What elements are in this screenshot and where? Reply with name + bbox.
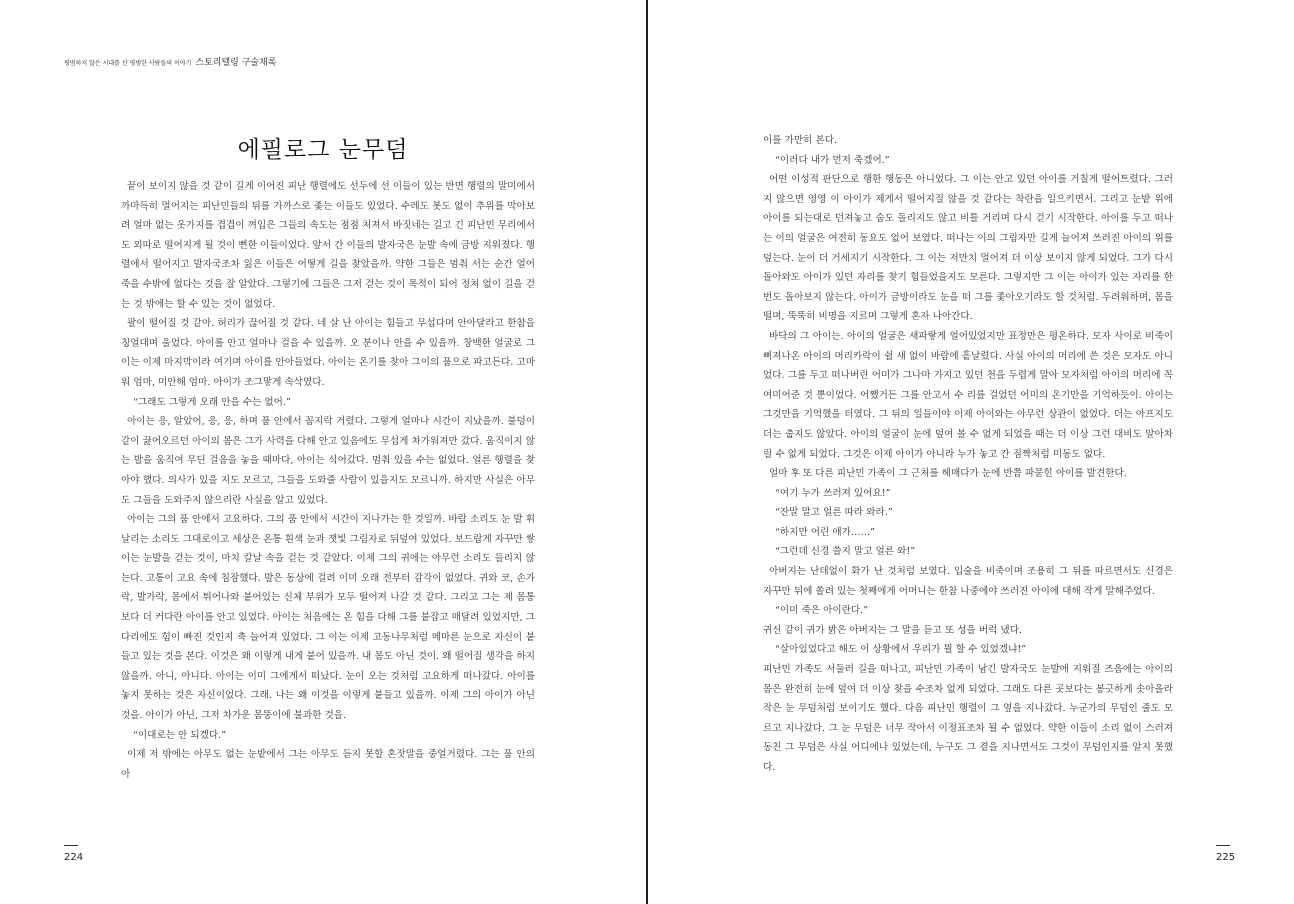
paragraph: 귀신 같이 귀가 밝은 아버지는 그 말을 듣고 또 성을 버럭 냈다. — [763, 624, 1023, 636]
paragraph: 아이는 그의 품 안에서 고요하다. 그의 품 안에서 시간이 지나가는 한 것일까. 바람 소리도 눈 발 휘날리는 소리도 그대로이고 세상은 온통 흰색 눈과 잿빛 그림자로 뒤덮여 있었다. 보드랍게 자꾸만 쌓이는 눈발을 걷는 것이, 마치 칼날 속을 걷는 것 같았다. 이제 그의 귀에는 아무런 소리도 들리지 않는다. 고통이 고요 속에 침잠했다. 발은 동상에 걸려 이미 오래 전부터 감각이 없었다. 귀와 코, 손가락, 발가락, 몸에서 튀어나와 붙어있는 신체 부위가 모두 떨어져 나갈 것 같다. 그리고 그는 제 몸통보다 더 커다란 아이를 안고 있었다. 아이는 처음에는 온 힘을 다해 그를 붙잡고 매달려 있었지만, 그 다리에도 힘이 빠진 것인지 축 늘어져 있었다. 그 이는 이제 고동나무처럼 메마른 눈으로 자신이 붙들고 있는 것을 본다. 이것은 왜 이렇게 내게 붙어 있을까. 내 몸도 아닌 것이. 왜 떨어질 생각을 하지 않을까. 아니, 아니다. 아이는 이미 그에게서 떠났다. 눈이 오는 것처럼 고요하게 떠나갔다. 아이를 놓지 못하는 것은 자신이었다. 그래. 나는 왜 이것을 이렇게 붙들고 있을까. 이제 그의 아이가 아닌 것을. 아이가 아닌, 그저 차가운 몸뚱이에 불과한 것을. — [121, 514, 535, 722]
left-page — [0, 0, 646, 904]
paragraph: 바닥의 그 아이는. 아이의 얼굴은 새파랗게 얼어있었지만 표정만은 평온하다. 모자 사이로 비죽이 삐져나온 아이의 머리카락이 쉴 새 없이 바람에 흩날렸다. 사실 아이의 머리에 쓴 것은 모자도 아니었다. 그를 두고 떠나버린 어미가 그나마 가지고 있던 천을 두렵게 말아 모자처럼 아이의 머리에 꼭 여미어준 것 뿐이었다. 어쨌거든 그를 안고서 수 리를 걸었던 어미의 온기만을 기억하듯이. 아이는 그것만을 기억했을 터였다. 그 뒤의 일들이야 이제 아이와는 아무런 상관이 없었다. 더는 아프지도 더는 춥지도 않았다. 아이의 얼굴이 눈에 덮여 볼 수 없게 되었을 때는 더 이상 그런 대비도 알아차릴 수 없게 되었다. 그것은 이제 아이가 아니라 누가 놓고 간 짐짝처럼 미동도 없다. — [763, 330, 1173, 460]
paragraph: 팔이 떨어질 것 같아. 허리가 끊어질 것 같다. 네 살 난 아이는 힘들고 무섭다며 안아달라고 한참을 칭얼대며 울었다. 아이를 안고 얼마나 걸을 수 있을까. 오 분이나 안을 수 있을까. 창백한 얼굴로 그 이는 이제 마지막이라 여기며 아이를 안아들었다. 아이는 온기를 찾아 그이의 품으로 파고든다. 고마워 엄마, 미안해 엄마. 아이가 조그맣게 속삭였다. — [121, 318, 535, 388]
page-number-left: 224 — [64, 852, 84, 863]
page-number-rule — [1216, 845, 1230, 846]
running-head-title: 스토리텔링 구술채록 — [195, 58, 277, 68]
chapter-title: 에필로그 눈무덤 — [237, 137, 409, 163]
dialogue-line: “살아있었다고 해도 이 상황에서 우리가 뭘 할 수 있었겠냐!” — [775, 644, 1027, 656]
running-head — [64, 55, 276, 68]
paragraph: 피난민 가족도 서둘러 길을 떠나고, 피난민 가족이 남긴 발자국도 눈발에 지워질 즈음에는 아이의 몸은 완전히 눈에 덮여 더 이상 찾을 수조차 없게 되었다. 그래도 다른 곳보다는 봉긋하게 솟아올라 작은 눈 무덤처럼 보이기도 했다. 다음 피난민 행렬이 그 옆을 지나갔다. 누군가의 무덤인 줄도 모르고 지나갔다. 그 눈 무덤은 너무 작아서 이정표조차 될 수 없었다. 약한 이들이 소리 없이 스러져 동친 그 무덤은 사실 어디에나 있었는데, 누구도 그 곁을 지나면서도 그것이 무덤인지를 알지 못했다. — [763, 664, 1173, 773]
paragraph: 끝이 보이지 않을 것 같이 길게 이어진 피난 행렬에도 선두에 선 이들이 있는 반면 행렬의 말미에서 까마득히 멀어지는 피난민들의 뒤를 가까스로 좇는 이들도 있었다. 수레도 봇도 없이 추위를 막아보려 얼마 없는 옷가지를 겹겹이 껴입은 그들의 속도는 점점 처져서 바짓네는 길고 긴 피난민 무리에서도 외따로 떨어지게 될 것이 뻔한 이들이었다. 앞서 간 이들의 발자국은 눈발 속에 금방 지워졌다. 행렬에서 떨어지고 발자국조차 잃은 이들은 어떻게 길을 찾았을까. 약한 그들은 멈춰 서는 순간 얼어 죽을 수밖에 없다는 것을 잘 알았다. 그렇기에 그들은 그저 걷는 것이 목적이 되어 정처 없이 길을 걷는 것 밖에는 할 수 있는 것이 없었다. — [121, 181, 535, 310]
dialogue-line: “잔말 말고 얼른 따라 와라.” — [775, 507, 893, 519]
paragraph: 아버지는 난데없이 화가 난 것처럼 보였다. 입술을 비죽이며 조용히 그 뒤를 따르면서도 신경은 자꾸만 뒤에 쏠려 있는 첫째에게 어머니는 한참 나중에야 쓰러진 아이에 대해 작게 말해주었다. — [763, 566, 1173, 597]
left-page-body — [121, 177, 535, 784]
dialogue-line: “하지만 어린 애가……” — [775, 526, 875, 538]
dialogue-line: “그래도 그렇게 오래 안을 수는 없어.” — [133, 396, 291, 408]
right-page-body — [763, 131, 1173, 778]
dialogue-line: “이러다 내가 먼저 죽겠어.” — [775, 154, 890, 166]
page-number-rule — [64, 845, 78, 846]
paragraph: 얼마 후 또 다른 피난민 가족이 그 근처를 헤매다가 눈에 반쯤 파묻힌 아이를 발견한다. — [769, 468, 1127, 480]
dialogue-line: “그런데 신경 쓸지 말고 얼른 와!” — [775, 546, 916, 558]
running-head-subtitle: 평범하지 않은 시대를 산 평범한 사람들의 이야기 — [64, 60, 192, 67]
paragraph: 어떤 이성적 판단으로 행한 행동은 아니었다. 그 이는 안고 있던 아이를 거칠게 떨어트렸다. 그러지 않으면 영영 이 아이가 제게서 떨어지질 않을 것 같다는 착란을 일으키면서. 그리고 눈밭 위에 아이를 되는대로 던져놓고 숨도 돌리지도 않고 비틀 거리며 다시 걷기 시작한다. 아이를 두고 떠나는 이의 얼굴은 여전히 동요도 없어 보였다. 떠나는 이의 그림자만 길게 늘어져 쓰러진 아이의 위를 덮는다. 눈이 더 거세지기 시작한다. 그 이는 저만치 멀어져 더 이상 보이지 않게 되었다. 그가 다시 돌아와도 아이가 있던 자리를 찾기 힘들었을지도 모른다. 그렇지만 그 이는 아이가 있는 자리를 한 번도 돌아보지 않는다. 아이가 금방이라도 눈을 떠 그를 좇아오기라도 할 것처럼. 두려워하며, 몸을 떨며, 뚝뚝히 비명을 지르며 그렇게 혼자 나아간다. — [763, 174, 1173, 323]
dialogue-line: “이미 죽은 아이란다.” — [775, 605, 869, 617]
paragraph: 이를 가만히 본다. — [763, 135, 838, 146]
paragraph: 이제 저 밖에는 아무도 없는 눈밭에서 그는 아무도 듣지 못할 혼잣말을 중얼거렸다. 그는 품 안의 아 — [121, 749, 535, 780]
dialogue-line: “여기 누가 쓰러져 있어요!” — [775, 487, 891, 499]
page-number-right: 225 — [1216, 852, 1236, 863]
right-page — [648, 0, 1294, 904]
dialogue-line: “이대로는 안 되겠다.” — [133, 729, 227, 741]
paragraph: 아이는 응, 알았어, 응, 응, 하며 품 안에서 꼼지락 거렸다. 그렇게 얼마나 시간이 지났을까. 불덩이 같이 끓어오르던 아이의 몸은 그가 사력을 다해 안고 있음에도 무섭게 차가워져만 갔다. 움직이지 않는 발을 움직여 무딘 걸음을 놓을 때마다, 아이는 식어갔다. 멈춰 있을 수는 없었다. 얼른 행렬을 찾아야 했다. 의사가 있을 지도 모르고, 그들을 도와줄 사람이 있을지도 모르니까. 하지만 사실은 아무도 그들을 도와주지 않으리란 사실을 알고 있었다. — [121, 416, 535, 506]
